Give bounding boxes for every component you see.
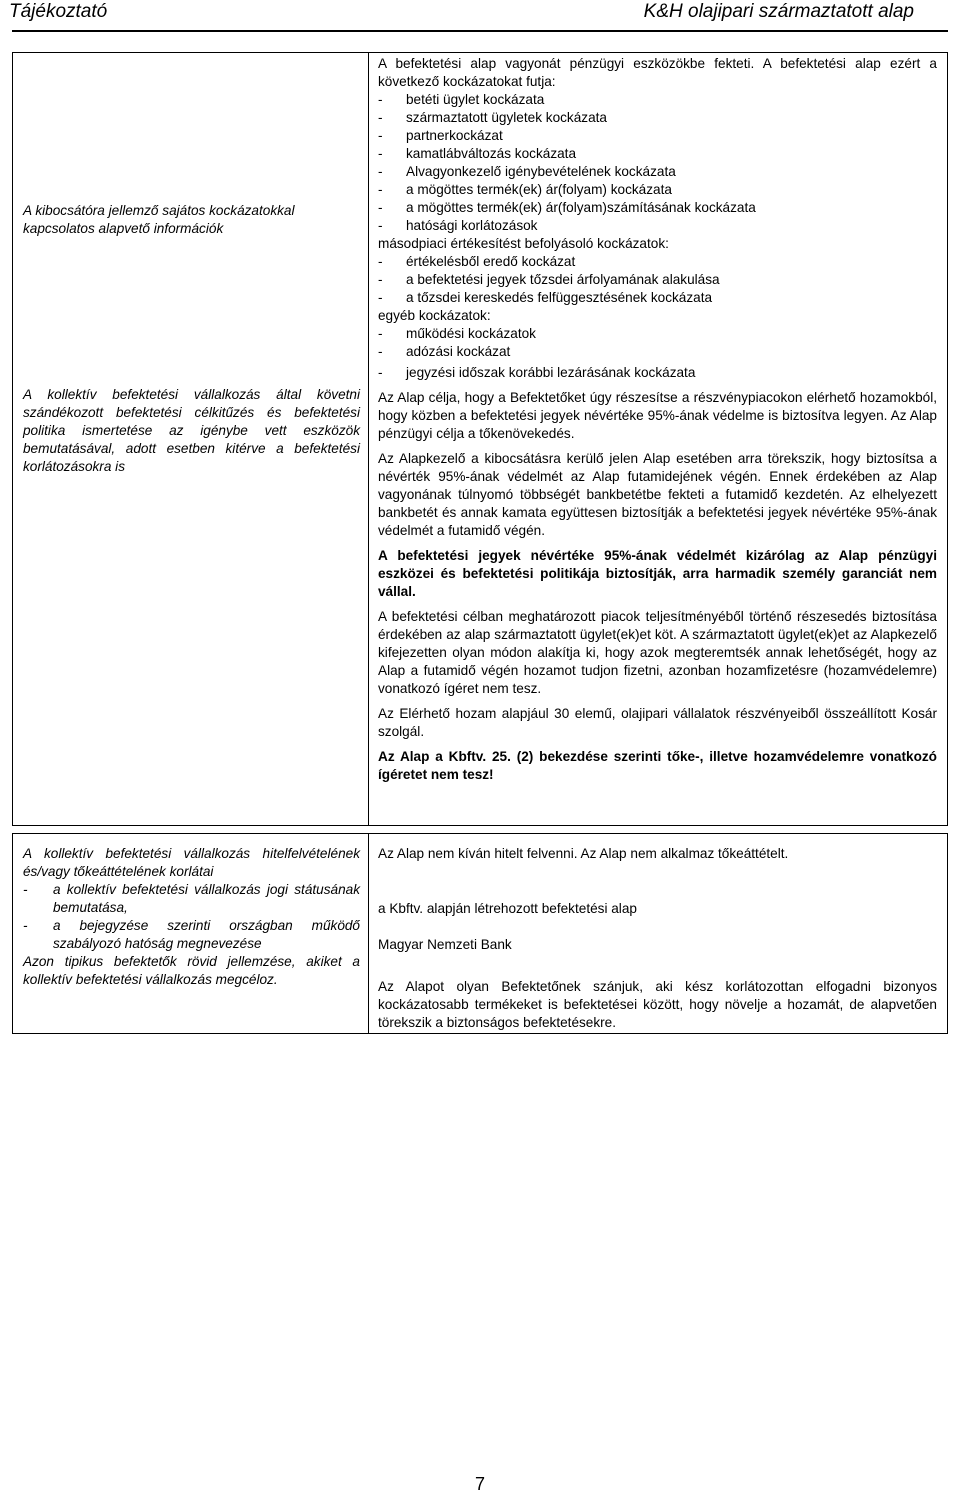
basket-paragraph: Az Elérhető hozam alapjául 30 elemű, olajipari vállalatok részvényeiből összeállított Kosár szolgál. bbox=[378, 706, 937, 739]
derivatives-paragraph: A befektetési célban meghatározott piacok teljesítményéből történő részesedés biztosítása érdekében az alap származtatott ügylet(ek)et köt. A származtatott ügylet(ek)et az Alapkezelő kifejezetten olyan módon alakítja ki, hogy azok megteremtsék annak lehetőségét, hogy az Alap a futamidő végén hozamot tudjon fizetni, azonban hozamfizetésre (hozamvédelemre) vonatkozó ígéret nem tesz. bbox=[378, 609, 937, 696]
list-item: - kamatlábváltozás kockázata bbox=[378, 146, 577, 161]
list-item: - működési kockázatok bbox=[378, 326, 536, 341]
list-item: - a kollektív befektetési vállalkozás jogi státusának bemutatása, bbox=[23, 882, 360, 915]
investor-label: Azon tipikus befektetők rövid jellemzése, akiket a kollektív befektetési vállalkozás megcéloz. bbox=[23, 954, 360, 987]
objective-label-text: A kollektív befektetési vállalkozás által követni szándékozott befektetési célkitűzés és befektetési politika ismertetése az igénybe vett eszközök bemutatásával, adott esetben kitérve a befektetési korlátozásokra is bbox=[23, 387, 360, 474]
other-risk-heading: egyéb kockázatok: bbox=[378, 308, 491, 323]
list-item: - a befektetési jegyek tőzsdei árfolyamának alakulása bbox=[378, 272, 720, 287]
objective-paragraph: Az Alap célja, hogy a Befektetőket úgy részesítse a részvénypiacokon elérhető hozamokból, hogy közben a befektetési jegyek névértéke 95%-ának védelme is biztosítva legyen. Az Alap pénzügyi célja a tőkenövekedés. bbox=[378, 390, 937, 441]
limits-labels bbox=[23, 845, 360, 989]
other-risk-list bbox=[378, 325, 937, 382]
header-right-title: K&H olajipari származtatott alap bbox=[643, 1, 914, 22]
header-rule bbox=[12, 30, 948, 32]
legal-status-list bbox=[23, 881, 360, 953]
header-left-title: Tájékoztató bbox=[9, 1, 108, 22]
list-item: - értékelésből eredő kockázat bbox=[378, 254, 576, 269]
protection-paragraph: Az Alapkezelő a kibocsátásra kerülő jelen Alap esetében arra törekszik, hogy biztosítsa a névérték 95%-ának védelmét az Alap futamidejének végén. Ennek érdekében az Alap vagyonának túlnyomó többségét bankbetétbe fekteti a futamidő kezdetén. Az elhelyezett bankbetét és annak kamata együttesen biztosítják a befektetési jegyek névértéke 95%-ának védelmét a futamidő végén. bbox=[378, 451, 937, 538]
risk-label-text: A kibocsátóra jellemző sajátos kockázatokkal kapcsolatos alapvető információk bbox=[23, 203, 295, 236]
limits-table-divider bbox=[368, 833, 369, 1034]
guarantee-paragraph: A befektetési jegyek névértéke 95%-ának védelmét kizárólag az Alap pénzügyi eszközei és befektetési politikája biztosítják, arra harmadik személy garanciát nem vállal. bbox=[378, 548, 937, 599]
legal-status-value: a Kbftv. alapján létrehozott befektetési alap bbox=[378, 901, 637, 916]
list-item: - a mögöttes termék(ek) ár(folyam) kockázata bbox=[378, 182, 672, 197]
no-promise-paragraph: Az Alap a Kbftv. 25. (2) bekezdése szerinti tőke-, illetve hozamvédelemre vonatkozó ígéretet nem tesz! bbox=[378, 749, 937, 782]
list-item: - betéti ügylet kockázata bbox=[378, 92, 545, 107]
list-item: - származtatott ügyletek kockázata bbox=[378, 110, 607, 125]
list-item: - a bejegyzése szerinti országban működő szabályozó hatóság megnevezése bbox=[23, 918, 360, 951]
objective-label bbox=[23, 386, 360, 476]
list-item: - Alvagyonkezelő igénybevételének kockázata bbox=[378, 164, 676, 179]
list-item: - jegyzési időszak korábbi lezárásának kockázata bbox=[378, 365, 696, 380]
secondary-risk-heading: másodpiaci értékesítést befolyásoló kockázatok: bbox=[378, 236, 669, 251]
risk-list bbox=[378, 91, 937, 235]
list-item: - a mögöttes termék(ek) ár(folyam)számításának kockázata bbox=[378, 200, 756, 215]
investor-value: Az Alapot olyan Befektetőnek szánjuk, aki kész korlátozottan elfogadni bizonyos kockázatosabb termékeket is befektetései között, hogy növelje a hozamát, de alapvetően törekszik a biztonságos befektetésekre. bbox=[378, 979, 937, 1030]
list-item: - partnerkockázat bbox=[378, 128, 503, 143]
page-number: 7 bbox=[474, 1474, 485, 1494]
secondary-risk-list bbox=[378, 253, 937, 307]
risk-content bbox=[378, 55, 937, 784]
regulator-value: Magyar Nemzeti Bank bbox=[378, 937, 512, 952]
list-item: - adózási kockázat bbox=[378, 344, 511, 359]
risk-intro: A befektetési alap vagyonát pénzügyi eszközökbe fekteti. A befektetési alap ezért a következő kockázatokat futja: bbox=[378, 56, 937, 89]
list-item: - hatósági korlátozások bbox=[378, 218, 538, 233]
leverage-value: Az Alap nem kíván hitelt felvenni. Az Alap nem alkalmaz tőkeáttételt. bbox=[378, 846, 789, 861]
leverage-label: A kollektív befektetési vállalkozás hitelfelvételének és/vagy tőkeáttételének korlátai bbox=[23, 846, 360, 879]
risk-table-divider bbox=[368, 52, 369, 826]
list-item: - a tőzsdei kereskedés felfüggesztésének kockázata bbox=[378, 290, 713, 305]
page-header bbox=[0, 0, 960, 30]
risk-label bbox=[23, 202, 360, 238]
